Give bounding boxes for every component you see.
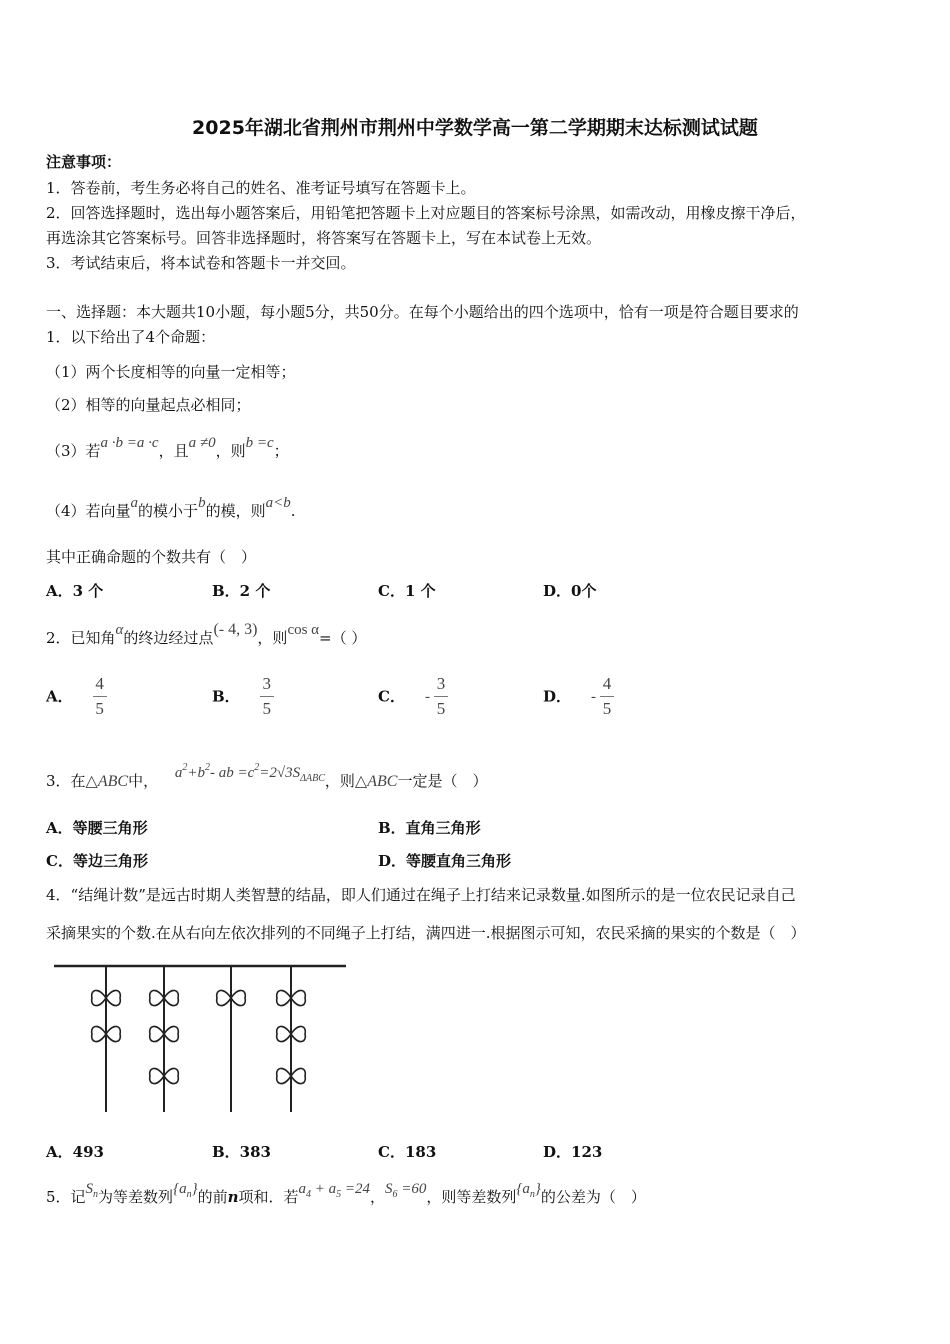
q5-stem [46, 1181, 646, 1210]
q2-option-label: C． [378, 687, 405, 706]
q1-option-c: C．1 个 [378, 582, 436, 600]
q2-stem-c: ，则 [257, 629, 288, 647]
fraction-numerator: 3 [436, 674, 446, 693]
q3-stem [46, 762, 488, 794]
q5-eq-2 [385, 1181, 427, 1200]
q2-stem-d: =（ ） [319, 629, 367, 647]
q5-a: 5．记 [46, 1188, 86, 1206]
q5-s6v: =60 [397, 1181, 427, 1197]
fraction-bar [93, 696, 107, 697]
q3-exp-3: 2 [254, 762, 260, 773]
q1-p4-text-d: . [290, 502, 296, 520]
fraction-bar [260, 696, 274, 697]
q1-p4-math-2: b [198, 495, 206, 511]
q2-option-d [543, 674, 614, 719]
q2-cos: cos α [287, 622, 320, 638]
q3-cond-e: √3S [276, 765, 301, 781]
fraction-denominator: 5 [436, 699, 446, 718]
q3-cond-a: a [174, 765, 183, 781]
fraction-denominator: 5 [602, 699, 612, 718]
q2-stem-b: 的终边经过点 [123, 629, 214, 647]
q5-e1: a [298, 1181, 306, 1197]
q3-triangle: △ABC [85, 773, 129, 790]
q1-p3-text-d: ； [273, 442, 289, 460]
q4-option-a: A．493 [46, 1143, 104, 1161]
q1-proposition-3 [46, 435, 289, 462]
q1-p4-text-b: 的模小于 [138, 502, 199, 520]
q3-exp-2: 2 [205, 762, 210, 773]
q1-p4-math-1: a [130, 495, 139, 511]
q1-p3-text-b: ，且 [158, 442, 189, 460]
q5-eq-1 [298, 1181, 371, 1200]
q5-an-letter-2: a [522, 1181, 530, 1197]
q2-stem [46, 621, 367, 649]
q1-p3-math-1: a ·b =a ·c [100, 435, 159, 451]
q1-p3-text-a: （3）若 [46, 442, 101, 460]
q2-alpha: α [115, 622, 124, 638]
q5-d: 项和．若 [238, 1188, 299, 1206]
q5-f: ， [370, 1188, 386, 1206]
q1-p4-text-c: 的模，则 [205, 502, 266, 520]
q5-an-seq: $\{a_n\}$ [173, 1181, 198, 1200]
notice-item-1: 1．答卷前，考生务必将自己的姓名、准考证号填写在答题卡上。 [46, 179, 476, 197]
q4-line-1: 4．“结绳计数”是远古时期人类智慧的结晶，即人们通过在绳子上打结来记录数量.如图所示的是一位农民记录自己 [46, 886, 796, 904]
fraction-bar [434, 696, 448, 697]
q5-an-sub-2: n [529, 1189, 535, 1200]
q2-option-label: D． [543, 687, 572, 706]
q3-cond-sub: ΔABC [300, 773, 325, 784]
q1-option-d: D．0个 [543, 582, 597, 600]
q2-option-fraction [93, 674, 107, 719]
q2-option-c [378, 674, 448, 719]
q4-option-d: D．123 [543, 1143, 603, 1161]
section-heading: 一、选择题：本大题共10小题，每小题5分，共50分。在每个小题给出的四个选项中，恰有一项是符合题目要求的 [46, 303, 799, 321]
q2-option-label: A． [46, 687, 73, 706]
q2-stem-a: 2．已知角 [46, 629, 116, 647]
q2-option-b [212, 674, 274, 719]
q1-p4-text-a: （4）若向量 [46, 502, 131, 520]
q1-option-a: A．3 个 [46, 582, 104, 600]
q5-an-seq-2: $\{a_n\}$ [516, 1181, 541, 1200]
q1-proposition-4 [46, 495, 296, 522]
q2-option-fraction [260, 674, 274, 719]
q3-option-c: C．等边三角形 [46, 852, 148, 870]
q3-cond-b: +b [187, 765, 205, 781]
q5-e2: + a [311, 1181, 337, 1197]
q4-option-b: B．383 [212, 1143, 271, 1161]
q5-e3: =24 [341, 1181, 370, 1197]
q2-option-a [46, 674, 107, 719]
q3-cond-c: - ab =c [210, 765, 255, 781]
q3-option-a: A．等腰三角形 [46, 819, 148, 837]
q4-option-c: C．183 [378, 1143, 437, 1161]
q3-option-d: D．等腰直角三角形 [378, 852, 512, 870]
fraction-numerator: 4 [602, 674, 612, 693]
q5-sn-letter: S [85, 1181, 94, 1197]
q1-p3-math-3: b =c [245, 435, 274, 451]
q5-an-sub: n [186, 1189, 192, 1200]
q3-stem-a: 3．在 [46, 772, 86, 790]
q1-p4-math-3: a<b [265, 495, 291, 511]
q3-stem-d: 一定是（ ） [397, 772, 488, 790]
q5-e1s: 4 [306, 1189, 311, 1200]
q1-p3-math-2: a ≠0 [188, 435, 216, 451]
q1-proposition-2: （2）相等的向量起点必相同； [46, 396, 251, 414]
q5-s6s: 6 [392, 1189, 398, 1200]
q3-stem-b: 中， [128, 772, 159, 790]
q2-option-label: B． [212, 687, 240, 706]
page-title: 2025年湖北省荆州市荆州中学数学高一第二学期期末达标测试试题 [192, 117, 758, 139]
q5-h: 的公差为（ ） [540, 1188, 646, 1206]
q5-sn [85, 1181, 99, 1200]
q3-triangle-2: △ABC [354, 773, 398, 790]
notice-item-2: 2．回答选择题时，选出每小题答案后，用铅笔把答题卡上对应题目的答案标号涂黑，如需改动，用橡皮擦干净后， [46, 204, 806, 222]
q1-stem: 1．以下给出了4个命题： [46, 328, 216, 346]
knot-counting-figure [46, 958, 356, 1118]
q5-g: ，则等差数列 [426, 1188, 517, 1206]
fraction-bar [600, 696, 614, 697]
q2-option-fraction [600, 674, 614, 719]
q3-condition [174, 762, 325, 784]
fraction-denominator: 5 [262, 699, 271, 718]
q3-exp-1: 2 [182, 762, 188, 773]
q2-point: (- 4, 3) [213, 621, 258, 638]
notice-heading: 注意事项： [46, 153, 122, 171]
q2-option-fraction [434, 674, 448, 719]
q1-ask: 其中正确命题的个数共有（ ） [46, 548, 257, 566]
q5-b: 为等差数列 [98, 1188, 174, 1206]
q3-cond-d: =2 [259, 765, 277, 781]
fraction-numerator: 3 [262, 674, 271, 693]
q1-proposition-1: （1）两个长度相等的向量一定相等； [46, 363, 296, 381]
q1-option-b: B．2 个 [212, 582, 271, 600]
fraction-numerator: 4 [95, 674, 104, 693]
q5-s6: S [385, 1181, 393, 1197]
notice-item-3: 3．考试结束后，将本试卷和答题卡一并交回。 [46, 254, 356, 272]
q2-option-sign: - [591, 688, 597, 705]
q5-sn-sub: n [93, 1189, 99, 1200]
q3-option-b: B．直角三角形 [378, 819, 481, 837]
fraction-denominator: 5 [95, 699, 104, 718]
q5-c: 的前 [197, 1188, 228, 1206]
q5-n: n [227, 1188, 239, 1206]
q1-p3-text-c: ，则 [215, 442, 246, 460]
q5-an-letter: a [179, 1181, 187, 1197]
q5-e2s: 5 [336, 1189, 342, 1200]
q4-line-2: 采摘果实的个数.在从右向左依次排列的不同绳子上打结，满四进一.根据图示可知，农民采摘的果实的个数是（ ） [46, 924, 806, 942]
notice-item-2-cont: 再选涂其它答案标号。回答非选择题时，将答案写在答题卡上，写在本试卷上无效。 [46, 229, 602, 247]
q3-stem-c: ，则 [324, 772, 355, 790]
q2-option-sign: - [424, 688, 430, 705]
